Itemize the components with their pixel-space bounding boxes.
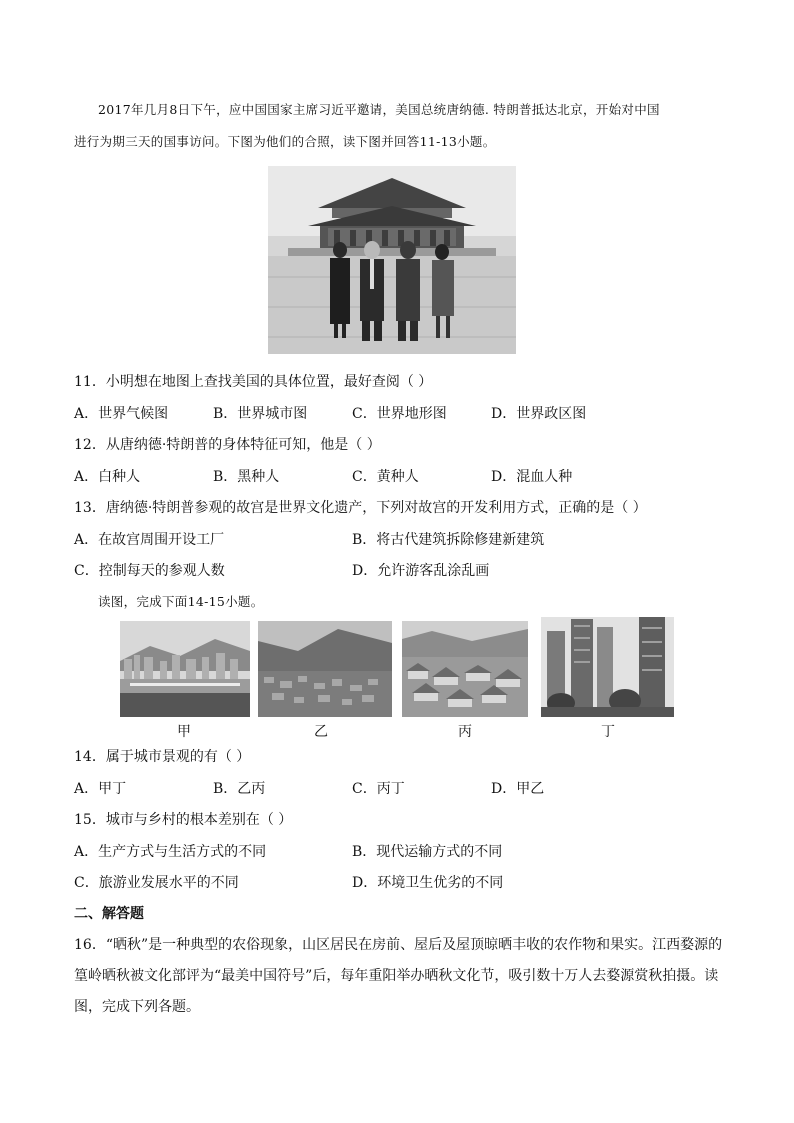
q12-option-d[interactable]: D．混血人种 [491, 469, 573, 485]
q12-option-b[interactable]: B．黑种人 [213, 469, 280, 485]
intro-line-2: 进行为期三天的国事访问。下图为他们的合照，读下图并回答11-13小题。 [74, 134, 496, 149]
photo-bing-old-town [402, 621, 528, 717]
q11-option-d[interactable]: D．世界政区图 [491, 406, 587, 422]
q12-option-a[interactable]: A．白种人 [74, 469, 141, 485]
question-16: 16．“晒秋”是一种典型的农俗现象，山区居民在房前、屋后及屋顶晾晒丰收的农作物和果实。江西婺源的篁岭晒秋被文化部评为“最美中国符号”后，每年重阳举办晒秋文化节，吸引数十万人去婺源赏秋拍摄。读图，完成下列各题。 [74, 937, 723, 1015]
question-12: 12．从唐纳德·特朗普的身体特征可知，他是（ ） [74, 437, 381, 453]
photo-bing-image [402, 621, 528, 717]
q15-option-c[interactable]: C．旅游业发展水平的不同 [74, 875, 239, 891]
photo-yi-mountain-village [258, 621, 392, 717]
question-14: 14．属于城市景观的有（ ） [74, 749, 251, 765]
q11-option-c[interactable]: C．世界地形图 [352, 406, 447, 422]
q14-option-d[interactable]: D．甲乙 [491, 781, 545, 797]
caption-ding: 丁 [601, 724, 615, 740]
q12-option-c[interactable]: C．黄种人 [352, 469, 419, 485]
q14-option-b[interactable]: B．乙丙 [213, 781, 266, 797]
photo-yi-image [258, 621, 392, 717]
q15-option-b[interactable]: B．现代运输方式的不同 [352, 844, 503, 860]
caption-jia: 甲 [177, 724, 191, 740]
photo-ding-skyscrapers [541, 617, 674, 717]
question-15: 15．城市与乡村的根本差别在（ ） [74, 812, 293, 828]
read-prompt: 读图，完成下面14-15小题。 [98, 594, 264, 609]
photo-ding-image [541, 617, 674, 717]
q11-option-b[interactable]: B．世界城市图 [213, 406, 308, 422]
caption-bing: 丙 [458, 724, 472, 740]
group-photo-forbidden-city [268, 166, 516, 354]
q15-option-a[interactable]: A．生产方式与生活方式的不同 [74, 844, 267, 860]
q13-option-d[interactable]: D．允许游客乱涂乱画 [352, 563, 490, 579]
group-photo-image [268, 166, 516, 354]
caption-yi: 乙 [314, 724, 328, 740]
q13-option-c[interactable]: C．控制每天的参观人数 [74, 563, 225, 579]
q13-option-b[interactable]: B．将古代建筑拆除修建新建筑 [352, 532, 545, 548]
intro-line-1: 2017年几月8日下午，应中国国家主席习近平邀请，美国总统唐纳德. 特朗普抵达北京，开始对中国 [98, 102, 660, 117]
q14-option-a[interactable]: A．甲丁 [74, 781, 127, 797]
q13-option-a[interactable]: A．在故宫周围开设工厂 [74, 532, 225, 548]
photo-jia-image [120, 621, 250, 717]
section-title: 二、解答题 [74, 906, 144, 922]
q15-option-d[interactable]: D．环境卫生优劣的不同 [352, 875, 504, 891]
question-13: 13．唐纳德·特朗普参观的故宫是世界文化遗产，下列对故宫的开发利用方式，正确的是（ ） [74, 500, 647, 516]
q11-option-a[interactable]: A．世界气候图 [74, 406, 169, 422]
photo-jia-city-river [120, 621, 250, 717]
question-11: 11．小明想在地图上查找美国的具体位置，最好查阅（ ） [74, 374, 433, 390]
q14-option-c[interactable]: C．丙丁 [352, 781, 405, 797]
